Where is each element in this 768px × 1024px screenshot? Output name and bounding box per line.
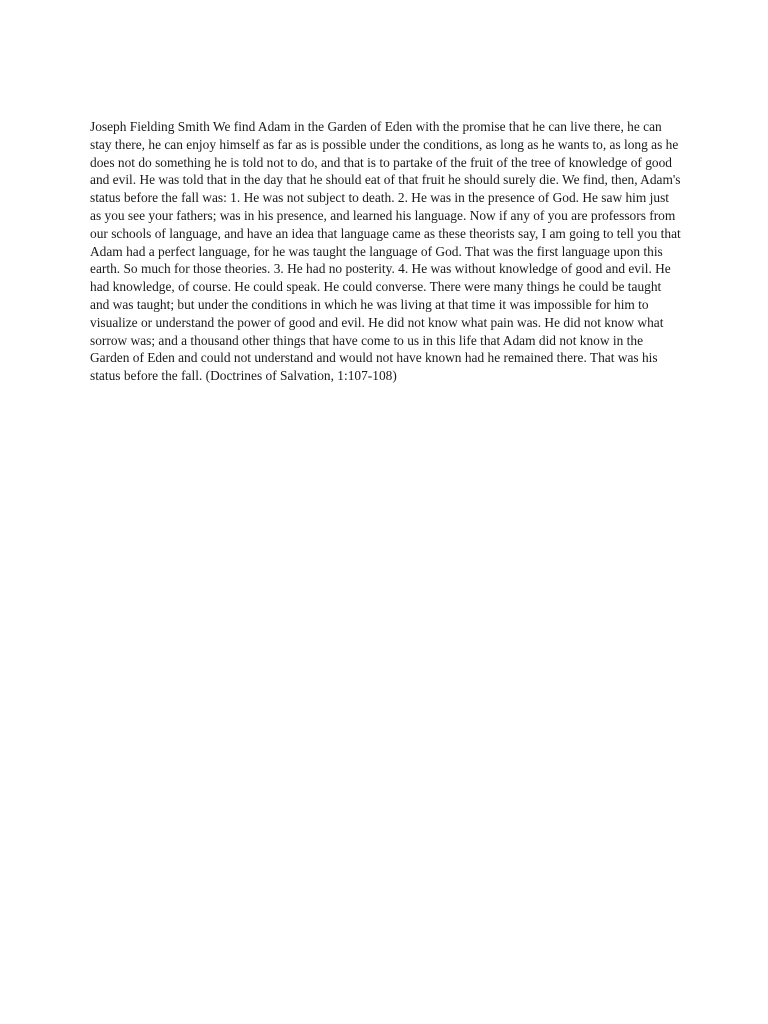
body-paragraph: Joseph Fielding Smith We find Adam in the Garden of Eden with the promise that he can live there, he can stay there, he can enjoy himself as far as is possible under the conditions, as long as he wants to, as long as he does not do something he is told not to do, and that is to partake of the fruit of the tree of knowledge of good and evil. He was told that in the day that he should eat of that fruit he should surely die. We find, then, Adam's status before the fall was: 1. He was not subject to death. 2. He was in the presence of God. He saw him just as you see your fathers; was in his presence, and learned his language. Now if any of you are professors from our schools of language, and have an idea that language came as these theorists say, I am going to tell you that Adam had a perfect language, for he was taught the language of God. That was the first language upon this earth. So much for those theories. 3. He had no posterity. 4. He was without knowledge of good and evil. He had knowledge, of course. He could speak. He could converse. There were many things he could be taught and was taught; but under the conditions in which he was living at that time it was impossible for him to visualize or understand the power of good and evil. He did not know what pain was. He did not know what sorrow was; and a thousand other things that have come to us in this life that Adam did not know in the Garden of Eden and could not understand and would not have known had he remained there. That was his status before the fall. (Doctrines of Salvation, 1:107-108) xyxy=(90,119,681,384)
